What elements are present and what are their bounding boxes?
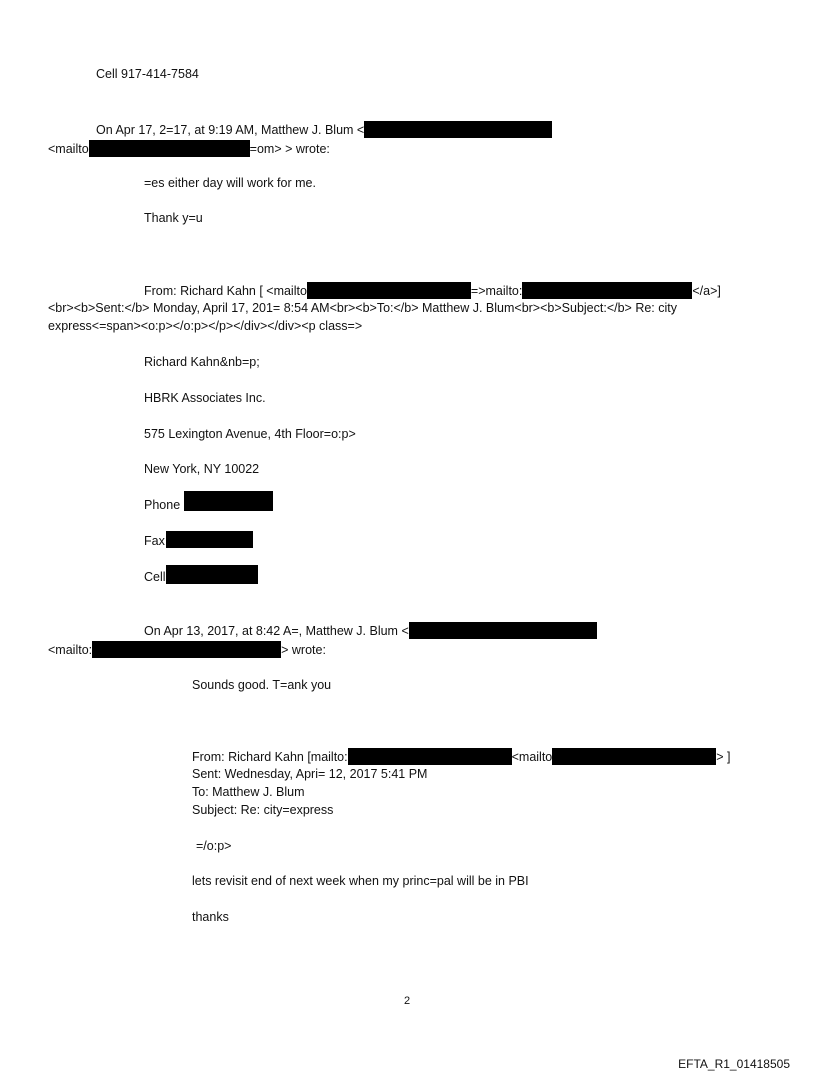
body-line-thank-you: Thank y=u bbox=[144, 211, 203, 225]
from-line-2 bbox=[192, 748, 731, 765]
redaction-box bbox=[166, 565, 258, 584]
op-line: =/o:p> bbox=[196, 839, 232, 853]
mailto-prefix: <mailto: bbox=[48, 643, 93, 657]
from-prefix: From: Richard Kahn [ <mailto bbox=[144, 284, 307, 298]
express-line: express<=span><o:p></o:p></p></div></div><p class=> bbox=[48, 319, 363, 333]
from-suffix: </a>] bbox=[692, 284, 721, 298]
sent-line-2: Sent: Wednesday, Apri= 12, 2017 5:41 PM bbox=[192, 767, 428, 781]
redaction-box bbox=[89, 140, 250, 157]
from-prefix: From: Richard Kahn [mailto: bbox=[192, 750, 348, 764]
signature-company: HBRK Associates Inc. bbox=[144, 391, 266, 405]
signature-address: 575 Lexington Avenue, 4th Floor=o:p> bbox=[144, 427, 356, 441]
mailto-suffix: > wrote: bbox=[281, 643, 326, 657]
mailto-prefix: <mailto bbox=[48, 142, 89, 156]
from-middle: =>mailto: bbox=[470, 284, 523, 298]
redaction-box bbox=[348, 748, 512, 765]
reply-header-apr13 bbox=[144, 622, 597, 639]
sent-line-1: <br><b>Sent:</b> Monday, April 17, 201= 8:54 AM<br><b>To:</b> Matthew J. Blum<br><b>Subject:</b> Re: city bbox=[48, 301, 677, 315]
signature-phone: Phone bbox=[144, 498, 181, 512]
redaction-box bbox=[522, 282, 692, 299]
reply-header-text: On Apr 13, 2017, at 8:42 A=, Matthew J. Blum < bbox=[144, 624, 409, 638]
redaction-box bbox=[166, 531, 253, 548]
signature-cell: Cell bbox=[144, 570, 166, 584]
redaction-box bbox=[552, 748, 716, 765]
cell-line: Cell 917-414-7584 bbox=[96, 67, 199, 81]
document-id-footer: EFTA_R1_01418505 bbox=[678, 1057, 790, 1071]
page-number: 2 bbox=[404, 995, 411, 1007]
signature-name: Richard Kahn&nb=p; bbox=[144, 355, 260, 369]
body-line-lets-revisit: lets revisit end of next week when my princ=pal will be in PBI bbox=[192, 874, 529, 888]
mailto-line-1 bbox=[48, 140, 330, 157]
subject-line-2: Subject: Re: city=express bbox=[192, 803, 334, 817]
body-line-thanks: thanks bbox=[192, 910, 229, 924]
reply-header-text: On Apr 17, 2=17, at 9:19 AM, Matthew J. Blum < bbox=[96, 123, 365, 137]
redaction-box bbox=[364, 121, 552, 138]
from-middle: <mailto bbox=[511, 750, 553, 764]
redaction-box bbox=[409, 622, 597, 639]
signature-fax: Fax bbox=[144, 534, 165, 548]
body-line-either-day: =es either day will work for me. bbox=[144, 176, 316, 190]
redaction-box bbox=[184, 491, 273, 511]
mailto-suffix: =om> > wrote: bbox=[249, 142, 330, 156]
redaction-box bbox=[307, 282, 471, 299]
reply-header-apr17 bbox=[96, 121, 552, 138]
from-suffix: > ] bbox=[716, 750, 731, 764]
signature-city: New York, NY 10022 bbox=[144, 462, 260, 476]
body-line-sounds-good: Sounds good. T=ank you bbox=[192, 678, 332, 692]
redaction-box bbox=[92, 641, 281, 658]
from-line-1 bbox=[144, 282, 721, 299]
mailto-line-2 bbox=[48, 641, 326, 658]
to-line-2: To: Matthew J. Blum bbox=[192, 785, 305, 799]
